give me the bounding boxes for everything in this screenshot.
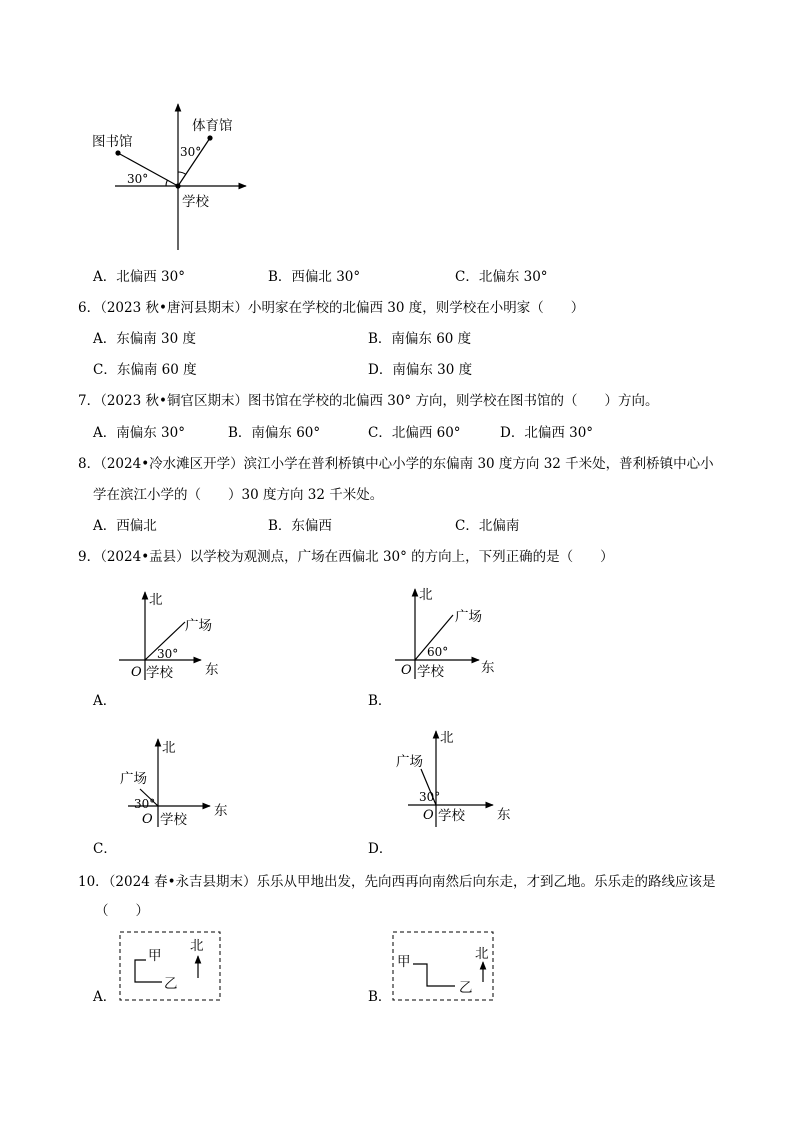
q10-stem-line2: （ ） (95, 903, 149, 919)
angle-arc-west (166, 180, 168, 186)
q6-stem: 6．（2023 秋•唐河县期末）小明家在学校的北偏西 30 度，则学校在小明家（ ） (78, 300, 585, 316)
q7-option-d[interactable]: D．北偏西 30° (500, 425, 594, 441)
place-label: 广场 (455, 609, 482, 625)
q10-option-a-label[interactable]: A． (93, 989, 117, 1005)
origin-label: O (131, 665, 142, 680)
library-point (115, 150, 120, 155)
compass-figure-q5 (92, 100, 270, 255)
q8-option-b[interactable]: B．东偏西 (268, 518, 332, 534)
origin-label: O (423, 808, 434, 823)
east-label: 东 (497, 807, 511, 823)
place-label: 广场 (185, 618, 212, 634)
q5-option-b[interactable]: B．西偏北 30° (268, 269, 361, 285)
origin-label: O (401, 663, 412, 678)
angle-arc-north (178, 172, 186, 174)
q9-option-d-label[interactable]: D． (368, 841, 393, 857)
place-label: 广场 (120, 771, 147, 787)
north-label: 北 (419, 587, 433, 603)
q8-stem-line1: 8．（2024•冷水滩区开学）滨江小学在普利桥镇中心小学的东偏南 30 度方向 32 千米处，普利桥镇中心小 (78, 456, 714, 472)
east-label: 东 (481, 660, 495, 676)
q8-option-a[interactable]: A．西偏北 (93, 518, 157, 534)
q5-option-c[interactable]: C．北偏东 30° (455, 269, 548, 285)
q10-figure-a[interactable] (118, 930, 222, 1002)
q10-stem-line1: 10．（2024 春•永吉县期末）乐乐从甲地出发，先向西再向南然后向东走，才到乙地。乐乐走的路线应该是 (78, 874, 716, 890)
end-label: 乙 (164, 976, 178, 992)
school-label: 学校 (182, 194, 209, 210)
north-label: 北 (162, 740, 176, 756)
q9-option-b-label[interactable]: B． (368, 693, 392, 709)
north-label: 北 (190, 938, 204, 954)
q8-stem-line2: 学在滨江小学的（ ）30 度方向 32 千米处。 (93, 487, 384, 503)
school-label: 学校 (417, 664, 444, 680)
q9-stem: 9．（2024•盂县）以学校为观测点，广场在西偏北 30° 的方向上，下列正确的是（ ） (78, 549, 614, 565)
q7-option-a[interactable]: A．南偏东 30° (93, 425, 185, 441)
library-label: 图书馆 (92, 134, 133, 150)
q6-option-b[interactable]: B．南偏东 60 度 (368, 331, 472, 347)
school-label: 学校 (438, 808, 465, 824)
angle-label: 30° (419, 790, 441, 804)
end-label: 乙 (459, 980, 473, 996)
q9-figure-a[interactable] (115, 588, 230, 688)
q9-figure-d[interactable] (393, 727, 518, 832)
route-path (413, 964, 455, 986)
angle-label: 60° (427, 645, 449, 659)
origin-label: O (142, 812, 153, 827)
gym-label: 体育馆 (192, 118, 233, 134)
q10-option-b-label[interactable]: B． (368, 989, 392, 1005)
q10-figure-b[interactable] (391, 930, 495, 1002)
angle-label-west: 30° (127, 172, 149, 186)
q8-option-c[interactable]: C．北偏南 (455, 518, 520, 534)
q7-option-c[interactable]: C．北偏西 60° (368, 425, 461, 441)
start-label: 甲 (148, 948, 162, 964)
angle-label: 30° (157, 647, 179, 661)
gym-point (207, 135, 212, 140)
q9-figure-b[interactable] (393, 585, 508, 685)
school-label: 学校 (160, 812, 187, 828)
place-label: 广场 (396, 754, 423, 770)
east-label: 东 (214, 803, 228, 819)
angle-label: 30° (134, 797, 156, 811)
north-label: 北 (440, 730, 454, 746)
school-label: 学校 (146, 665, 173, 681)
school-point (175, 183, 180, 188)
q6-option-d[interactable]: D．南偏东 30 度 (368, 362, 473, 378)
q5-option-a[interactable]: A．北偏西 30° (93, 269, 185, 285)
north-label: 北 (475, 946, 489, 962)
q6-option-c[interactable]: C．东偏南 60 度 (93, 362, 197, 378)
q7-stem: 7．（2023 秋•铜官区期末）图书馆在学校的北偏西 30° 方向，则学校在图书馆的（ ）方向。 (78, 393, 659, 409)
east-label: 东 (205, 662, 219, 678)
angle-label-north: 30° (180, 145, 202, 159)
q9-option-c-label[interactable]: C． (93, 841, 117, 857)
q9-option-a-label[interactable]: A． (93, 693, 117, 709)
q9-figure-c[interactable] (118, 735, 233, 830)
q6-option-a[interactable]: A．东偏南 30 度 (93, 331, 197, 347)
start-label: 甲 (397, 954, 411, 970)
q7-option-b[interactable]: B．南偏东 60° (228, 425, 321, 441)
north-label: 北 (149, 592, 163, 608)
